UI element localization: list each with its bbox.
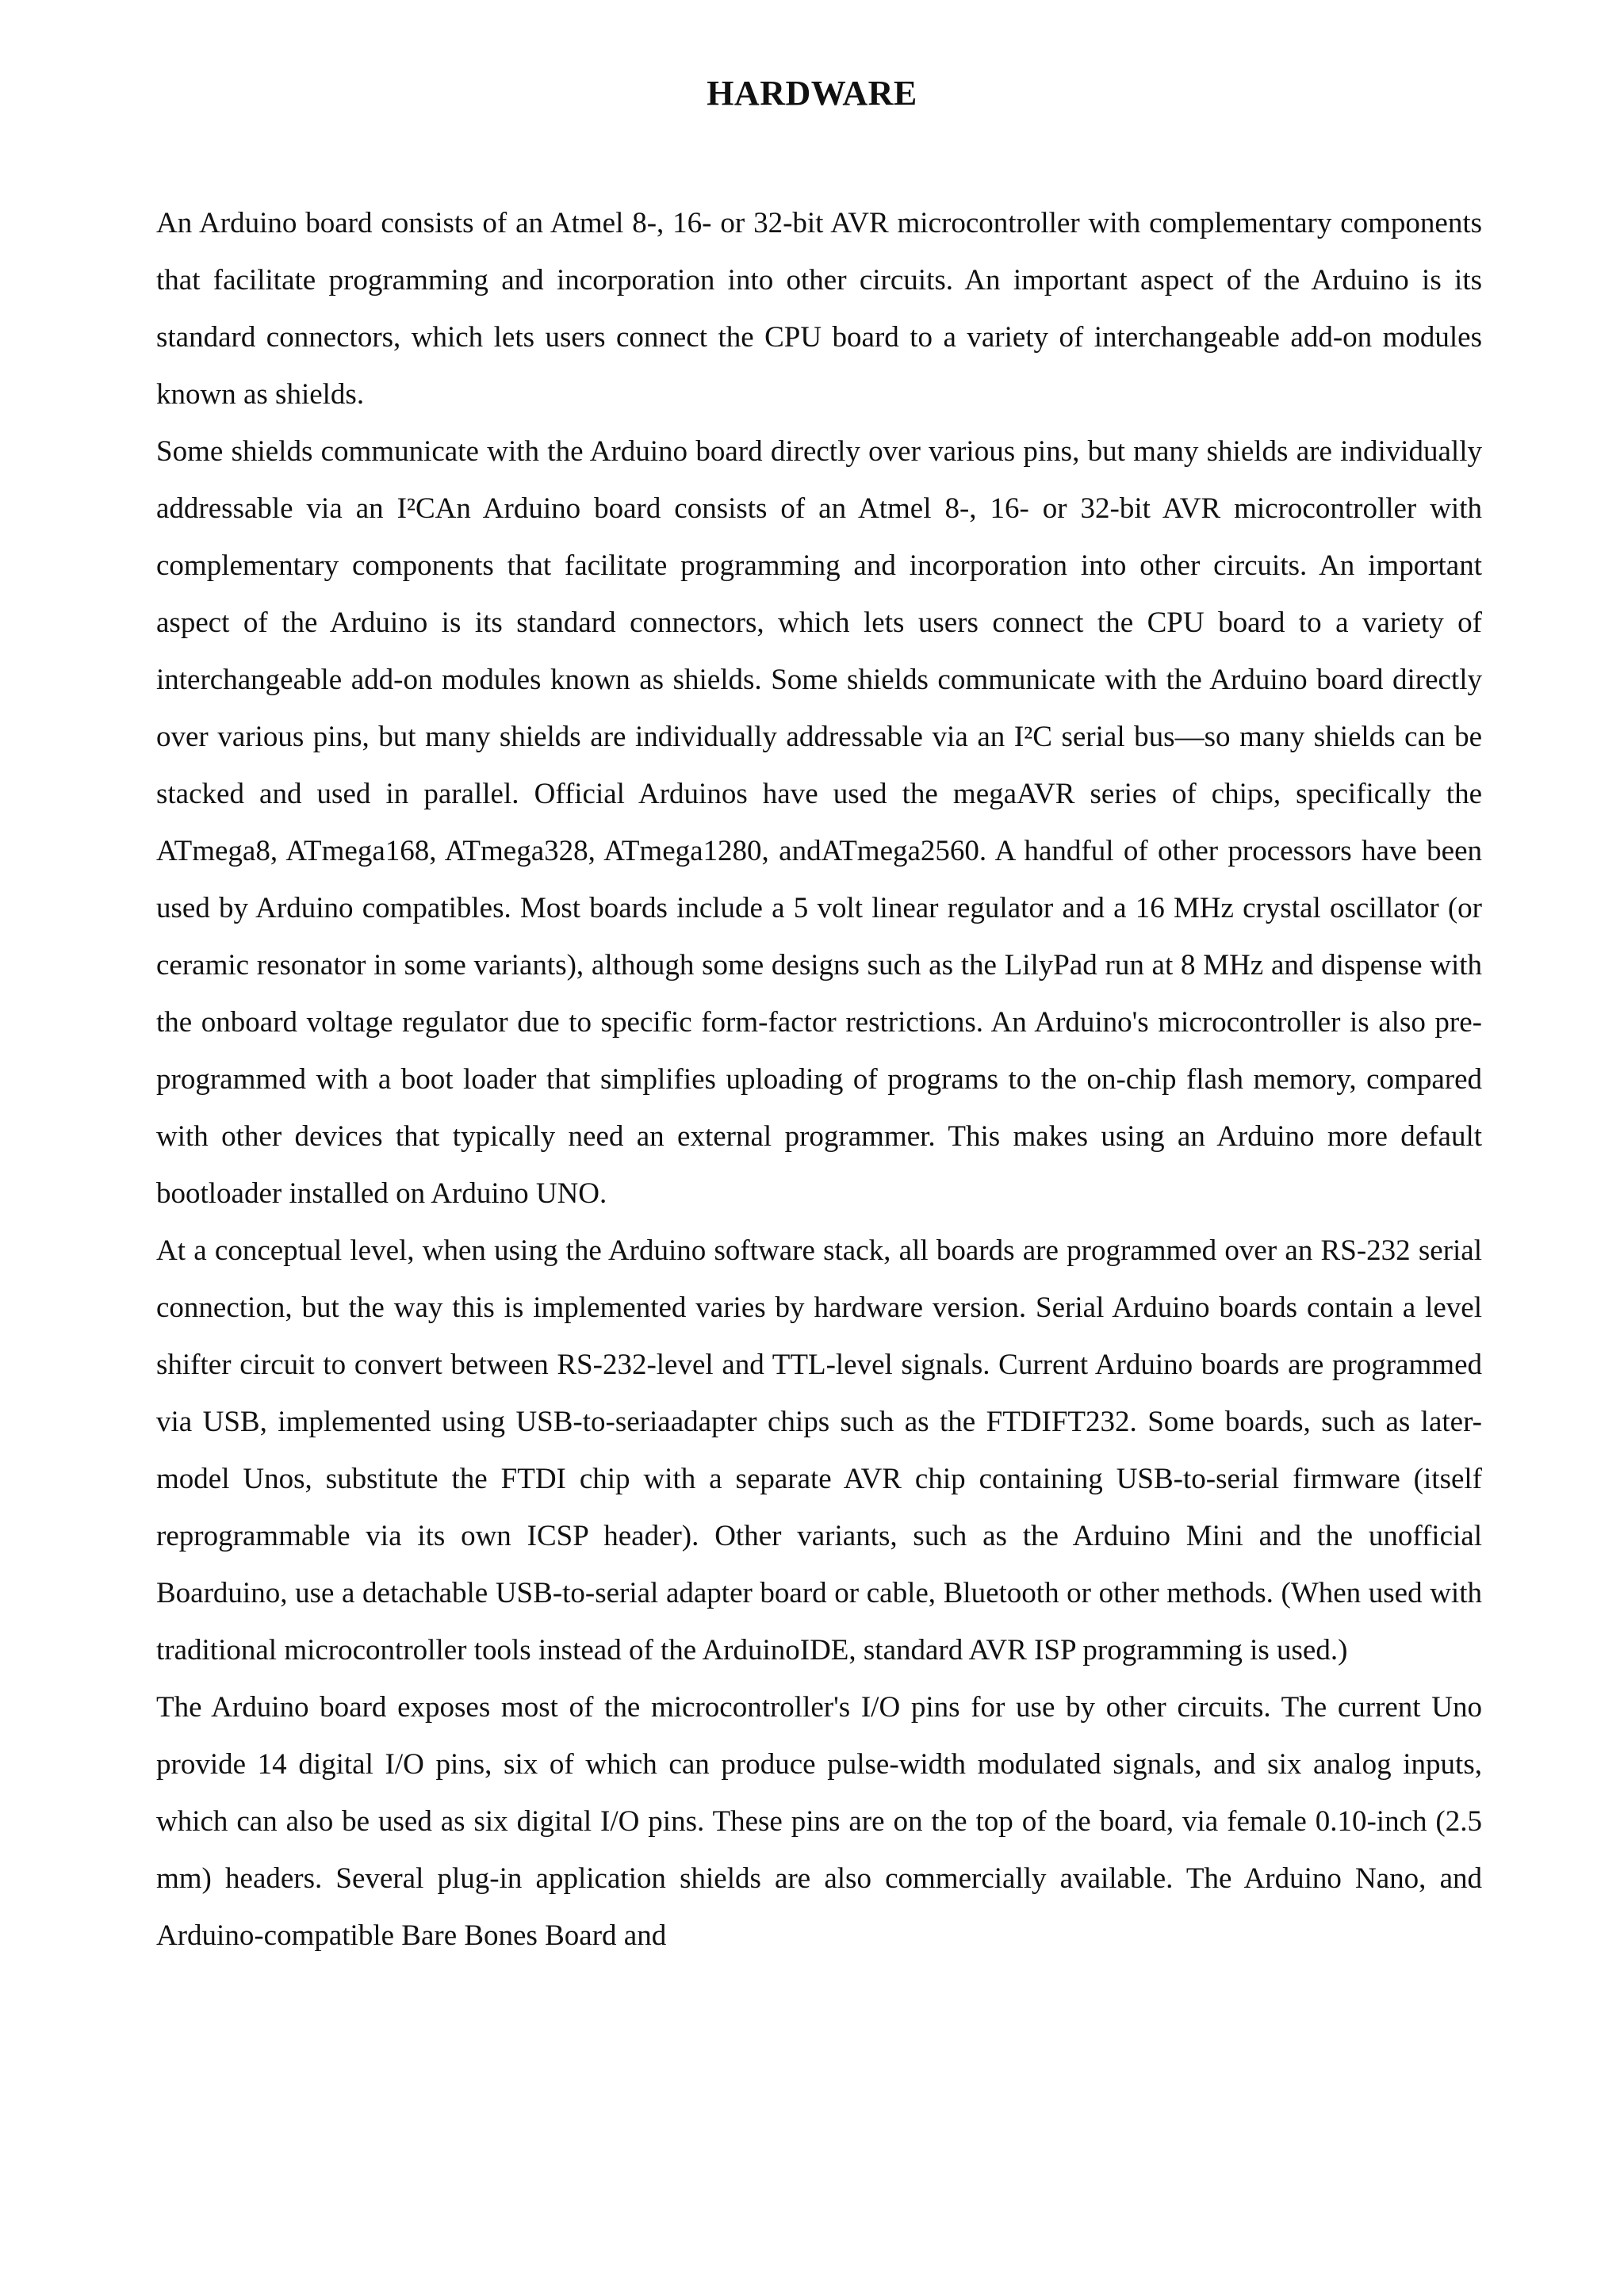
paragraph-3: At a conceptual level, when using the Arduino software stack, all boards are programmed over an RS-232 serial connection, but the way this is implemented varies by hardware version. Serial Arduino boards contain a level shifter circuit to convert between RS-232-level and TTL-level signals. Current Arduino boards are programmed via USB, implemented using USB-to-seriaadapter chips such as the FTDIFT232. Some boards, such as later-model Unos, substitute the FTDI chip with a separate AVR chip containing USB-to-serial firmware (itself reprogrammable via its own ICSP header). Other variants, such as the Arduino Mini and the unofficial Boarduino, use a detachable USB-to-serial adapter board or cable, Bluetooth or other methods. (When used with traditional microcontroller tools instead of the ArduinoIDE, standard AVR ISP programming is used.) bbox=[156, 1234, 1482, 1667]
page-title: HARDWARE bbox=[707, 74, 917, 113]
paragraph-1: An Arduino board consists of an Atmel 8-, 16- or 32-bit AVR microcontroller with complementary components that facilitate programming and incorporation into other circuits. An important aspect of the Arduino is its standard connectors, which lets users connect the CPU board to a variety of interchangeable add-on modules known as shields. bbox=[156, 207, 1482, 411]
paragraph-4: The Arduino board exposes most of the microcontroller's I/O pins for use by other circuits. The current Uno provide 14 digital I/O pins, six of which can produce pulse-width modulated signals, and six analog inputs, which can also be used as six digital I/O pins. These pins are on the top of the board, via female 0.10-inch (2.5 mm) headers. Several plug-in application shields are also commercially available. The Arduino Nano, and Arduino-compatible Bare Bones Board and bbox=[156, 1691, 1482, 1952]
document-body bbox=[156, 195, 1482, 1965]
paragraph-2: Some shields communicate with the Arduino board directly over various pins, but many shields are individually addressable via an I²CAn Arduino board consists of an Atmel 8-, 16- or 32-bit AVR microcontroller with complementary components that facilitate programming and incorporation into other circuits. An important aspect of the Arduino is its standard connectors, which lets users connect the CPU board to a variety of interchangeable add-on modules known as shields. Some shields communicate with the Arduino board directly over various pins, but many shields are individually addressable via an I²C serial bus—so many shields can be stacked and used in parallel. Official Arduinos have used the megaAVR series of chips, specifically the ATmega8, ATmega168, ATmega328, ATmega1280, andATmega2560. A handful of other processors have been used by Arduino compatibles. Most boards include a 5 volt linear regulator and a 16 MHz crystal oscillator (or ceramic resonator in some variants), although some designs such as the LilyPad run at 8 MHz and dispense with the onboard voltage regulator due to specific form-factor restrictions. An Arduino's microcontroller is also pre-programmed with a boot loader that simplifies uploading of programs to the on-chip flash memory, compared with other devices that typically need an external programmer. This makes using an Arduino more default bootloader installed on Arduino UNO. bbox=[156, 435, 1482, 1210]
